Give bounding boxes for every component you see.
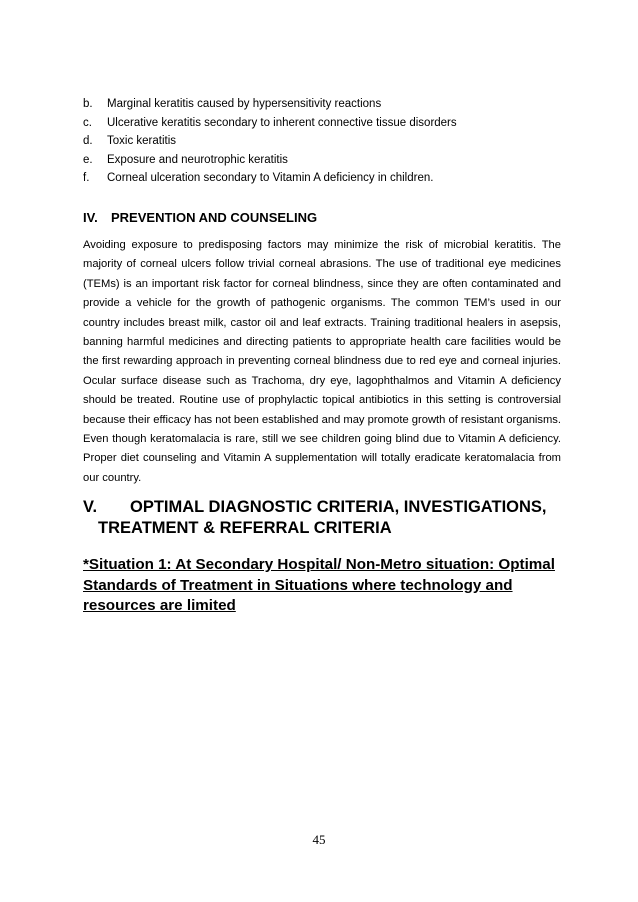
situation-heading: *Situation 1: At Secondary Hospital/ Non-Metro situation: Optimal Standards of Treatment in Situations where technology and resources are limited	[83, 556, 555, 614]
list-item	[83, 114, 563, 133]
list-item-text: Toxic keratitis	[107, 135, 177, 147]
list-item-text: Corneal ulceration secondary to Vitamin A deficiency in children.	[107, 172, 434, 184]
keratitis-type-list	[83, 95, 563, 188]
list-item	[83, 151, 563, 170]
section-title-line-2: TREATMENT & REFERRAL CRITERIA	[98, 519, 392, 537]
list-item	[83, 95, 563, 114]
list-item	[83, 169, 563, 188]
list-item-text: Exposure and neurotrophic keratitis	[107, 153, 288, 166]
list-item-text: Ulcerative keratitis secondary to inherent connective tissue disorders	[107, 116, 457, 129]
section-title: PREVENTION AND COUNSELING	[111, 210, 318, 225]
section-title-line-1: OPTIMAL DIAGNOSTIC CRITERIA, INVESTIGATIONS,	[130, 498, 547, 516]
list-marker: d.	[83, 135, 93, 147]
prevention-paragraph: Avoiding exposure to predisposing factors may minimize the risk of microbial keratitis. The majority of corneal ulcers follow trivial corneal abrasions. The use of traditional eye medicines (TEMs) is an important risk factor for corneal blindness, since they are often contaminated and provide a vehicle for the growth of pathogenic organisms. The common TEM’s used in our country includes breast milk, castor oil and leaf extracts. Training traditional healers in asepsis, banning harmful medicines and directing patients to appropriate health care facilities would be the first rewarding approach in preventing corneal blindness due to red eye and corneal injuries. Ocular surface disease such as Trachoma, dry eye, lagophthalmos and Vitamin A deficiency should be treated. Routine use of prophylactic topical antibiotics in this setting is controversial because their efficacy has not been established and may promote growth of resistant organisms. Even though keratomalacia is rare, still we see children going blind due to Vitamin A deficiency. Proper diet counseling and Vitamin A supplementation will totally eradicate keratomalacia from our country.	[83, 239, 562, 484]
section-heading-diagnostic	[83, 497, 561, 539]
section-heading-prevention	[83, 209, 317, 227]
list-item-text: Marginal keratitis caused by hypersensitivity reactions	[107, 98, 382, 110]
list-marker: c.	[83, 116, 92, 129]
list-marker: f.	[83, 172, 90, 184]
section-number: V.	[83, 498, 98, 516]
section-heading-line-1	[83, 497, 561, 518]
list-item	[83, 132, 563, 151]
list-marker: b.	[83, 98, 93, 110]
section-number: IV.	[83, 210, 98, 225]
page-number: 45	[312, 832, 326, 847]
list-marker: e.	[83, 153, 93, 166]
